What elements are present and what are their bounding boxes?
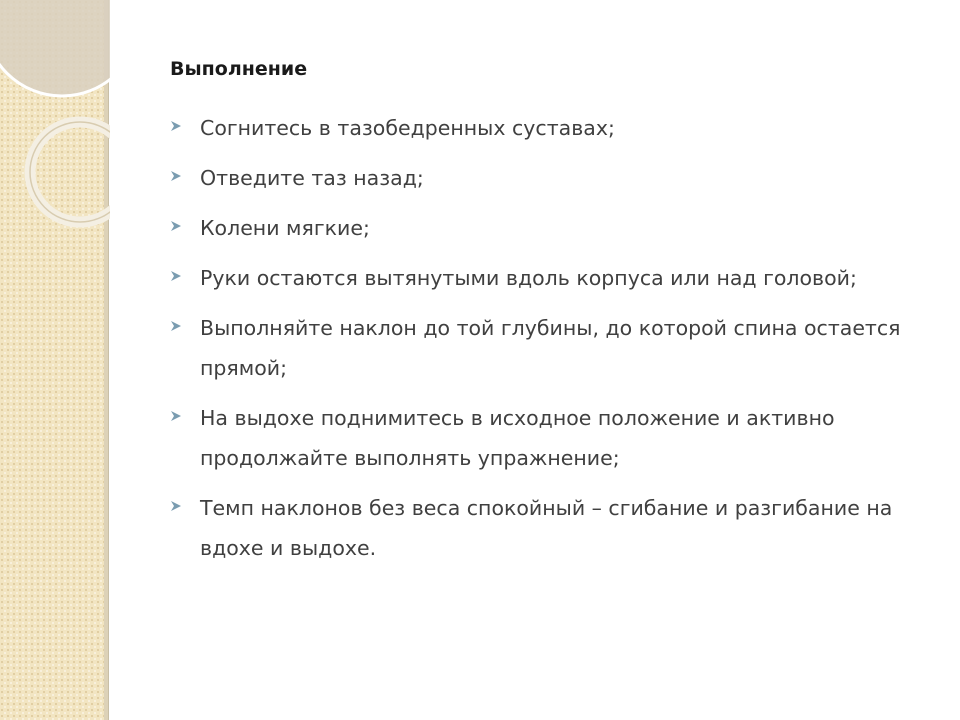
list-item [170, 398, 930, 478]
list-item-text: Колени мягкие; [200, 216, 370, 240]
list-item-text: Темп наклонов без веса спокойный – сгибание и разгибание на вдохе и выдохе. [200, 496, 893, 560]
list-item [170, 258, 930, 298]
arrow-bullet-icon [170, 170, 182, 182]
arrow-bullet-icon [170, 120, 182, 132]
arrow-bullet-icon [170, 220, 182, 232]
list-item [170, 308, 930, 388]
arrow-bullet-icon [170, 410, 182, 422]
decorative-circles [0, 0, 110, 260]
list-item [170, 208, 930, 248]
arrow-bullet-icon [170, 320, 182, 332]
list-item-text: Выполняйте наклон до той глубины, до которой спина остается прямой; [200, 316, 901, 380]
slide-heading: Выполнение [170, 58, 308, 80]
list-item-text: Согнитесь в тазобедренных суставах; [200, 116, 615, 140]
list-item [170, 108, 930, 148]
slide-content [170, 58, 930, 578]
list-item-text: Руки остаются вытянутыми вдоль корпуса или над головой; [200, 266, 857, 290]
list-item-text: На выдохе поднимитесь в исходное положение и активно продолжайте выполнять упражнение; [200, 406, 835, 470]
arrow-bullet-icon [170, 500, 182, 512]
list-item [170, 158, 930, 198]
arrow-bullet-icon [170, 270, 182, 282]
list-item-text: Отведите таз назад; [200, 166, 424, 190]
bullet-list [170, 108, 930, 568]
list-item [170, 488, 930, 568]
